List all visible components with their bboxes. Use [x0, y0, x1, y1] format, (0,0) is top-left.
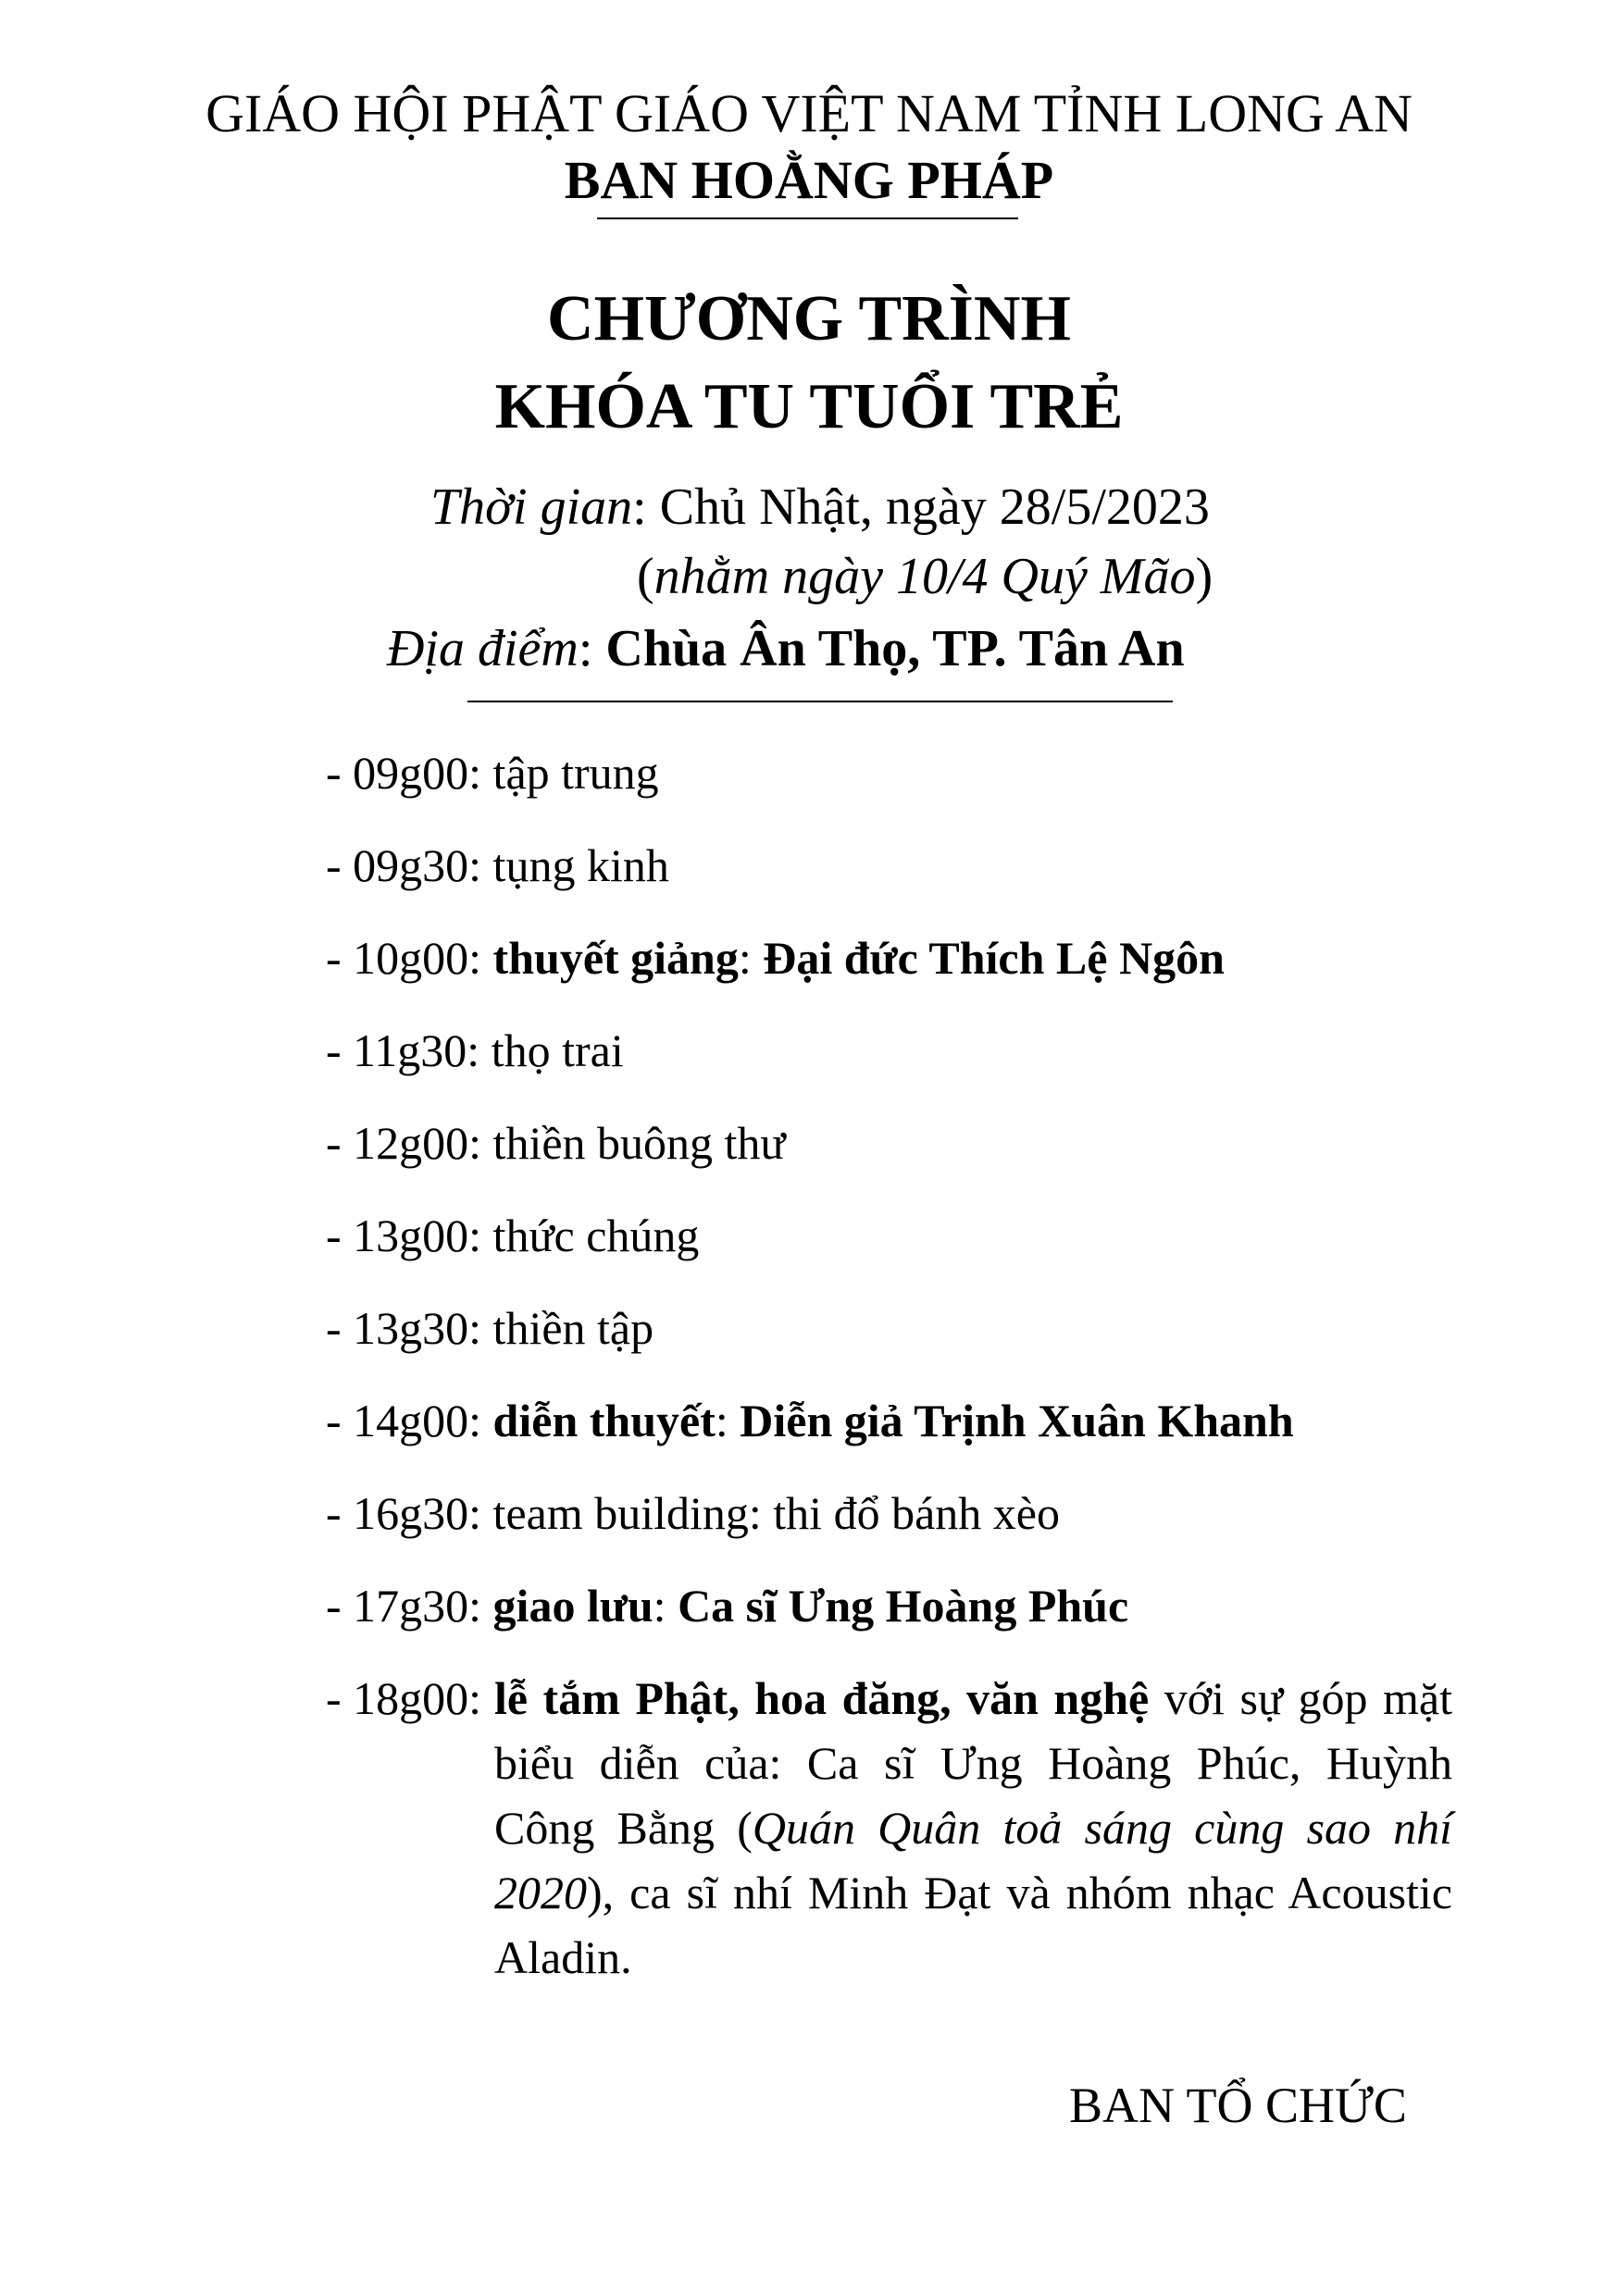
- schedule-activity: thiền tập: [492, 1302, 654, 1354]
- schedule-separator: :: [653, 1580, 678, 1632]
- schedule-item: [326, 838, 669, 893]
- schedule-activity: team building: thi đổ bánh xèo: [492, 1487, 1060, 1539]
- schedule-item: [326, 1023, 624, 1078]
- lunar-date: nhằm ngày 10/4 Quý Mão: [653, 548, 1196, 605]
- schedule-activity: thọ trai: [491, 1024, 624, 1076]
- place-value: Chùa Ân Thọ, TP. Tân An: [605, 620, 1185, 677]
- place-label: Địa điểm: [387, 620, 579, 677]
- schedule-separator: :: [738, 932, 764, 984]
- time-value: : Chủ Nhật, ngày 28/5/2023: [632, 478, 1210, 536]
- info-divider: [467, 701, 1173, 702]
- schedule-activity: giao lưu: [492, 1580, 653, 1632]
- schedule-activity: lễ tắm Phật, hoa đăng, văn nghệ: [494, 1672, 1150, 1724]
- schedule-item: [326, 1393, 1294, 1448]
- schedule-item: [326, 1115, 786, 1171]
- schedule-time: - 09g30:: [326, 839, 493, 891]
- schedule-time: - 18g00:: [326, 1672, 482, 1724]
- schedule-speaker: Diễn giả Trịnh Xuân Khanh: [740, 1395, 1294, 1446]
- time-label: Thời gian: [430, 478, 633, 536]
- schedule-item: [326, 1485, 1060, 1541]
- lunar-close-paren: ): [1195, 548, 1214, 605]
- schedule-activity: thuyết giảng: [492, 932, 739, 984]
- department-heading: BAN HOẰNG PHÁP: [564, 150, 1054, 210]
- schedule-item: [326, 745, 659, 800]
- schedule-item: [326, 1208, 699, 1263]
- schedule-details-italic: Quán Quân toả sáng cùng sao nhí 2020: [494, 1802, 1453, 1918]
- schedule-activity: thức chúng: [492, 1210, 700, 1261]
- organization-heading: GIÁO HỘI PHẬT GIÁO VIỆT NAM TỈNH LONG AN: [205, 83, 1413, 143]
- schedule-activity: tập trung: [492, 747, 659, 799]
- lunar-date-line: [637, 544, 1213, 609]
- schedule-item: [326, 930, 1225, 986]
- place-line: [387, 616, 1185, 681]
- schedule-speaker: Đại đức Thích Lệ Ngôn: [763, 932, 1225, 984]
- schedule-activity: thiền buông thư: [492, 1117, 786, 1169]
- place-colon: :: [578, 620, 606, 677]
- schedule-details-end: ), ca sĩ nhí Minh Đạt và nhóm nhạc Acoustic Aladin.: [494, 1867, 1452, 1983]
- schedule-time: - 16g30:: [326, 1487, 493, 1539]
- schedule-time: - 11g30:: [326, 1024, 492, 1076]
- schedule-speaker: Ca sĩ Ưng Hoàng Phúc: [678, 1580, 1129, 1632]
- schedule-time: - 12g00:: [326, 1117, 493, 1169]
- time-line: [430, 475, 1210, 540]
- header-divider: [597, 217, 1018, 219]
- schedule-time: - 14g00:: [326, 1395, 493, 1446]
- schedule-separator: :: [715, 1395, 741, 1446]
- schedule-activity: tụng kinh: [492, 839, 669, 891]
- schedule-activity: diễn thuyết: [492, 1395, 716, 1446]
- schedule-details: với sự góp mặt biểu diễn của: Ca sĩ Ưng Hoàng Phúc, Huỳnh Công Bằng (: [494, 1672, 1452, 1854]
- schedule-time: - 10g00:: [326, 932, 493, 984]
- schedule-time: - 09g00:: [326, 747, 493, 799]
- program-subtitle: KHÓA TU TUỔI TRẺ: [494, 371, 1124, 442]
- program-title: CHƯƠNG TRÌNH: [547, 283, 1071, 354]
- schedule-item-last-description: [494, 1666, 1452, 1990]
- organizer-signature: BAN TỔ CHỨC: [1069, 2078, 1407, 2133]
- schedule-item: [326, 1578, 1128, 1633]
- schedule-item: [326, 1300, 653, 1356]
- schedule-item-last-time: [326, 1670, 481, 1726]
- lunar-open-paren: (: [637, 548, 654, 605]
- schedule-time: - 13g30:: [326, 1302, 493, 1354]
- schedule-time: - 17g30:: [326, 1580, 493, 1632]
- schedule-time: - 13g00:: [326, 1210, 493, 1261]
